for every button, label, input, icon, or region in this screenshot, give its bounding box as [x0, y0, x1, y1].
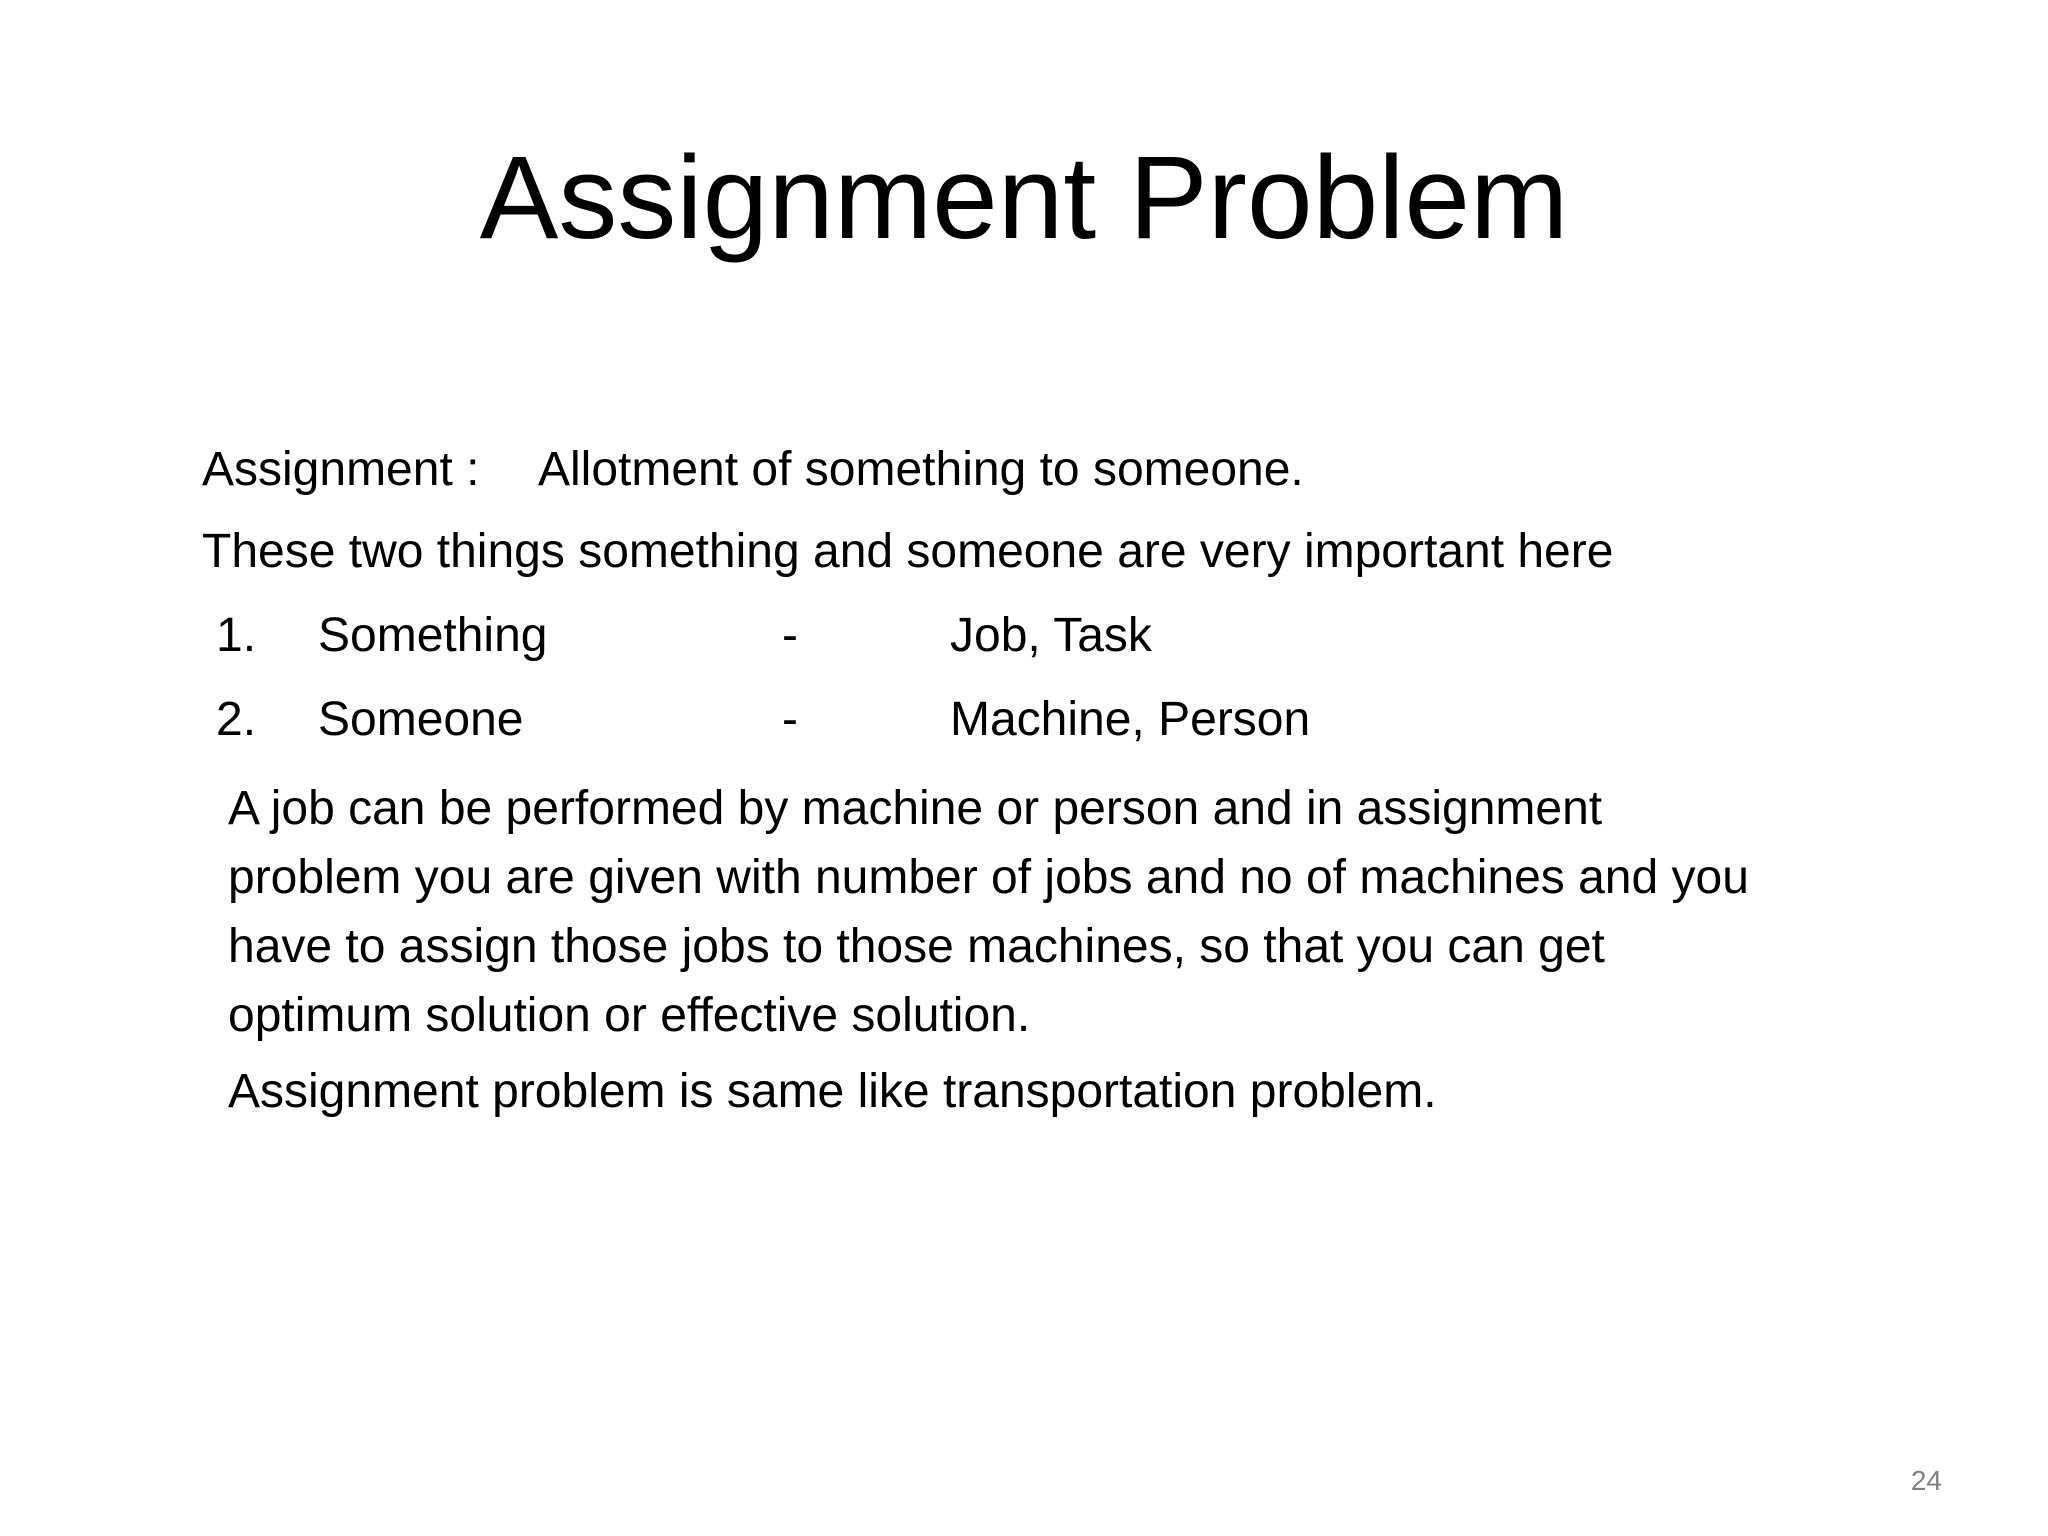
- list-item-separator: -: [782, 693, 798, 746]
- list-item-separator: -: [782, 609, 798, 662]
- page-number: 24: [1910, 1465, 1942, 1496]
- paragraph-line: have to assign those jobs to those machines, so that you can get: [228, 920, 1605, 973]
- paragraph-line: problem you are given with number of jobs and no of machines and you: [228, 851, 1749, 904]
- list-item-number: 2.: [216, 693, 257, 746]
- slide-title: Assignment Problem: [479, 132, 1569, 264]
- list-item-description: Machine, Person: [950, 693, 1311, 746]
- definition-text: Allotment of something to someone.: [538, 443, 1304, 496]
- intro-line: These two things something and someone are very important here: [202, 525, 1614, 578]
- list-item-number: 1.: [216, 609, 257, 662]
- paragraph-line: A job can be performed by machine or person and in assignment: [228, 782, 1603, 835]
- list-item-term: Something: [318, 609, 548, 662]
- list-item-description: Job, Task: [950, 609, 1152, 662]
- definition-term: Assignment :: [202, 443, 480, 496]
- list-item-term: Someone: [318, 693, 524, 746]
- explanation-paragraph: [228, 774, 1928, 1050]
- paragraph-line: optimum solution or effective solution.: [228, 989, 1031, 1042]
- closing-statement: Assignment problem is same like transportation problem.: [228, 1065, 1437, 1118]
